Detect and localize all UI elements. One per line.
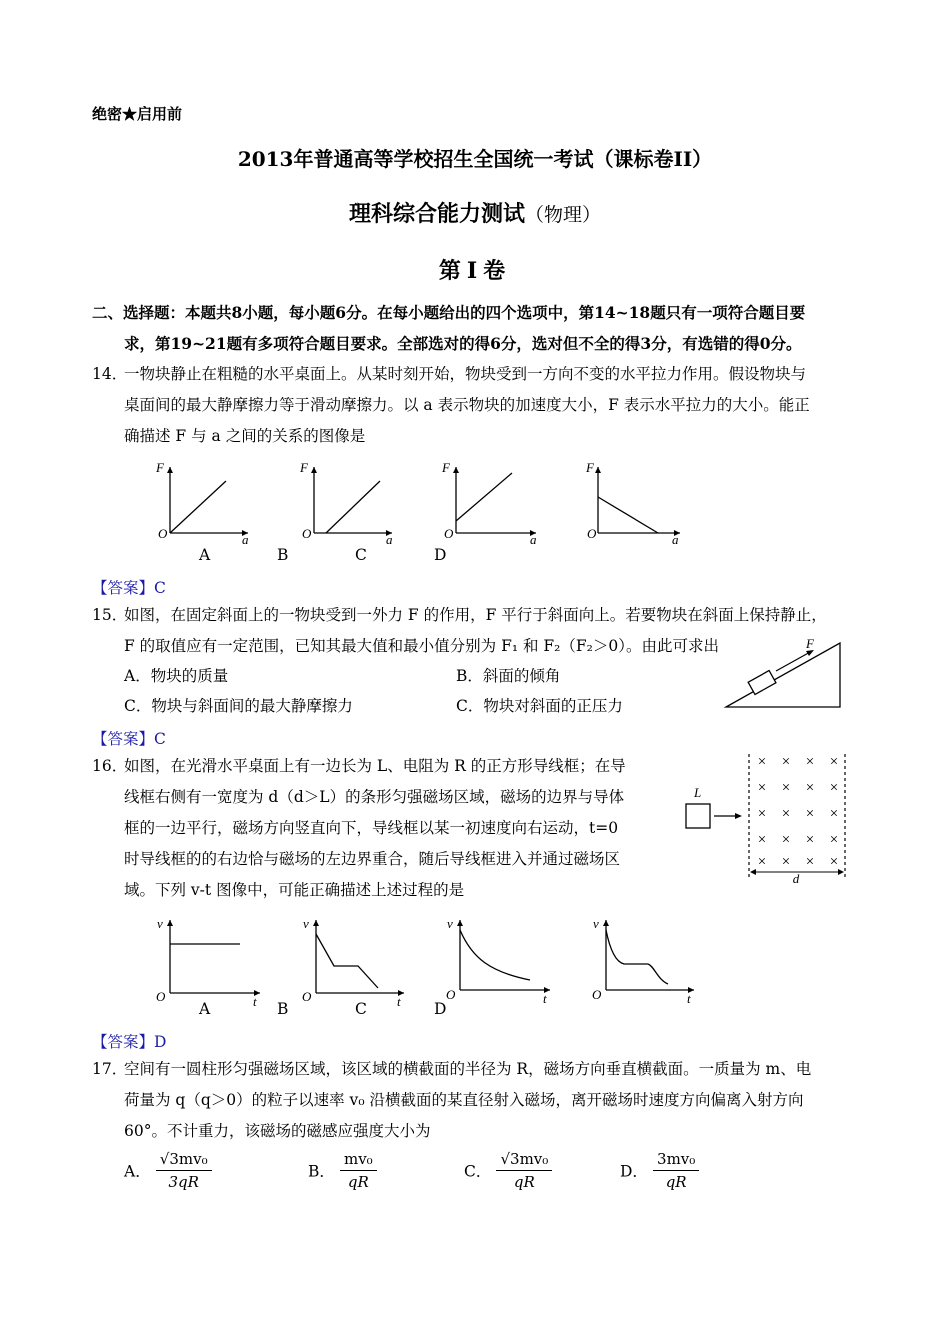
q15-answer-value: C	[154, 730, 166, 748]
q14-line-2: 桌面间的最大静摩擦力等于滑动摩擦力。以 a 表示物块的加速度大小，F 表示水平拉力的大小。能正	[124, 396, 810, 414]
q14-answer	[92, 576, 166, 598]
q16-line-5: 域。下列 v-t 图像中，可能正确描述上述过程的是	[124, 881, 465, 899]
q16-a-origin: O	[156, 989, 166, 1004]
q15-answer	[92, 727, 166, 749]
q17-option-b-den: qR	[347, 1173, 369, 1191]
q17-line-2: 荷量为 q（q＞0）的粒子以速率 v₀ 沿横截面的某直径射入磁场，离开磁场时速度方向偏离入射方向	[124, 1091, 804, 1109]
q14-b-origin: O	[302, 526, 312, 541]
svg-text:×: ×	[757, 754, 767, 770]
q15-option-b[interactable]: B．斜面的倾角	[456, 667, 561, 685]
q17-number: 17．	[92, 1060, 128, 1078]
q16-graph-c	[446, 916, 550, 1006]
secret-label: 绝密★启用前	[92, 105, 183, 123]
q17-option-d-den: qR	[665, 1173, 687, 1191]
q15-line-2: F 的取值应有一定范围，已知其最大值和最小值分别为 F₁ 和 F₂（F₂＞0）。由此可求出	[124, 637, 719, 655]
q15-option-d[interactable]: C．物块对斜面的正压力	[456, 697, 623, 715]
q15-number: 15．	[92, 606, 128, 624]
svg-text:×: ×	[829, 854, 839, 870]
q17-option-d-fraction	[653, 1150, 699, 1191]
volume-title: 第Ⅰ卷	[438, 258, 512, 284]
q16-line-3: 框的一边平行，磁场方向竖直向下，导线框以某一初速度向右运动，t=0	[124, 819, 619, 837]
q16-number: 16．	[92, 757, 128, 775]
q16-answer-value: D	[154, 1033, 167, 1051]
svg-text:×: ×	[781, 806, 791, 822]
svg-text:×: ×	[805, 780, 815, 796]
q17-option-a-label: A．	[124, 1162, 151, 1181]
q16-d-ylabel: v	[593, 916, 599, 931]
q14-c-ylabel: F	[442, 460, 450, 475]
q14-line-1: 一物块静止在粗糙的水平桌面上。从某时刻开始，物块受到一方向不变的水平拉力作用。假设物块与	[124, 365, 807, 383]
q14-d-origin: O	[587, 526, 597, 541]
q16-option-c[interactable]: C	[355, 1000, 367, 1018]
q16-magnetic-figure	[680, 752, 855, 887]
svg-text:×: ×	[829, 754, 839, 770]
q16-line-2: 线框右侧有一宽度为 d（d＞L）的条形匀强磁场区域，磁场的边界与导体	[124, 788, 625, 806]
q17-option-a-den: 3qR	[168, 1173, 199, 1191]
svg-text:×: ×	[829, 780, 839, 796]
q17-option-c[interactable]	[464, 1150, 552, 1191]
q17-option-a-num: √3mv₀	[156, 1150, 212, 1171]
q16-option-d[interactable]: D	[434, 1000, 447, 1018]
q16-b-xlabel: t	[397, 994, 401, 1009]
q17-line-3: 60°。不计重力，该磁场的磁感应强度大小为	[124, 1122, 431, 1140]
svg-text:×: ×	[805, 832, 815, 848]
q16-c-origin: O	[446, 987, 456, 1002]
svg-text:×: ×	[829, 832, 839, 848]
svg-text:×: ×	[781, 754, 791, 770]
q16-option-b[interactable]: B	[277, 1000, 289, 1018]
q16-option-a[interactable]: A	[199, 1000, 211, 1018]
q16-line-4: 时导线框的的右边恰与磁场的左边界重合，随后导线框进入并通过磁场区	[124, 850, 621, 868]
q17-option-b-fraction	[340, 1150, 377, 1191]
q17-option-b-num: mv₀	[340, 1150, 377, 1171]
q14-option-b[interactable]: B	[277, 546, 289, 564]
q16-c-ylabel: v	[447, 916, 453, 931]
q15-answer-label: 【答案】	[92, 730, 155, 748]
q16-c-xlabel: t	[543, 991, 547, 1006]
q14-graph-b	[299, 460, 393, 547]
q15-incline-figure	[720, 635, 850, 715]
q14-d-xlabel: a	[672, 532, 679, 547]
q16-field-marks	[758, 754, 838, 870]
q16-a-ylabel: v	[157, 916, 163, 931]
q17-option-c-den: qR	[513, 1173, 535, 1191]
q14-graph-c	[441, 460, 537, 547]
q16-frame-label: L	[694, 785, 702, 800]
q14-line-3: 确描述 F 与 a 之间的关系的图像是	[124, 427, 366, 445]
svg-text:×: ×	[757, 780, 767, 796]
q17-option-b[interactable]	[308, 1150, 377, 1191]
section-line-2: 求，第19~21题有多项符合题目要求。全部选对的得6分，选对但不全的得3分，有选错的得0分。	[124, 334, 802, 353]
q16-graphs	[150, 910, 710, 1010]
svg-text:×: ×	[757, 832, 767, 848]
q17-option-b-label: B．	[308, 1162, 335, 1181]
q17-option-c-label: C．	[464, 1162, 492, 1181]
q14-a-xlabel: a	[242, 532, 249, 547]
q17-option-c-fraction	[496, 1150, 552, 1191]
q14-c-origin: O	[444, 526, 454, 541]
q16-answer-label: 【答案】	[92, 1033, 155, 1051]
q14-a-origin: O	[158, 526, 168, 541]
q15-line-1: 如图，在固定斜面上的一物块受到一外力 F 的作用，F 平行于斜面向上。若要物块在斜面上保持静止，	[124, 606, 827, 624]
q16-graph-b	[302, 916, 404, 1009]
q15-force-label: F	[806, 636, 814, 651]
q14-option-d[interactable]: D	[434, 546, 447, 564]
q14-option-a[interactable]: A	[199, 546, 211, 564]
q14-answer-value: C	[154, 579, 166, 597]
q16-answer	[92, 1030, 166, 1052]
q15-option-c[interactable]: C．物块与斜面间的最大静摩擦力	[124, 697, 353, 715]
subject-main: 理科综合能力测试	[348, 201, 525, 227]
svg-text:×: ×	[805, 754, 815, 770]
svg-text:×: ×	[781, 780, 791, 796]
q17-option-d-num: 3mv₀	[653, 1150, 699, 1171]
q14-answer-label: 【答案】	[92, 579, 155, 597]
q17-option-d-label: D．	[620, 1162, 648, 1181]
q14-graph-d	[585, 460, 680, 547]
q16-line-1: 如图，在光滑水平桌面上有一边长为 L、电阻为 R 的正方形导线框；在导	[124, 757, 626, 775]
q16-frame	[686, 804, 710, 828]
q17-option-d[interactable]	[620, 1150, 699, 1191]
q15-block	[748, 671, 776, 695]
q17-option-a-fraction	[156, 1150, 212, 1191]
q16-b-ylabel: v	[303, 916, 309, 931]
q17-option-a[interactable]	[124, 1150, 212, 1191]
q14-graphs	[150, 455, 710, 565]
q16-a-xlabel: t	[253, 994, 257, 1009]
q14-number: 14．	[92, 365, 128, 383]
q16-d-origin: O	[592, 987, 602, 1002]
svg-text:×: ×	[781, 832, 791, 848]
q16-d-xlabel: t	[687, 991, 691, 1006]
exam-title: 2013年普通高等学校招生全国统一考试（课标卷II）	[237, 147, 713, 171]
svg-text:×: ×	[805, 806, 815, 822]
svg-text:×: ×	[829, 806, 839, 822]
q14-a-ylabel: F	[156, 460, 164, 475]
q17-line-1: 空间有一圆柱形匀强磁场区域，该区域的横截面的半径为 R，磁场方向垂直横截面。一质量为 m、电	[124, 1060, 812, 1078]
q14-b-xlabel: a	[386, 532, 393, 547]
svg-text:×: ×	[781, 854, 791, 870]
section-line-1: 二、选择题：本题共8小题，每小题6分。在每小题给出的四个选项中，第14~18题只有一项符合题目要	[92, 303, 806, 322]
q16-width-label: d	[792, 871, 800, 886]
q15-option-a[interactable]: A．物块的质量	[124, 667, 229, 685]
svg-text:×: ×	[757, 806, 767, 822]
q14-b-ylabel: F	[300, 460, 308, 475]
subject-title	[0, 197, 950, 228]
q16-b-origin: O	[302, 989, 312, 1004]
q14-graph-a	[155, 460, 249, 547]
svg-text:×: ×	[757, 854, 767, 870]
q16-graph-d	[592, 916, 694, 1006]
svg-text:×: ×	[805, 854, 815, 870]
q14-option-c[interactable]: C	[355, 546, 367, 564]
q14-c-xlabel: a	[530, 532, 537, 547]
q14-d-ylabel: F	[586, 460, 594, 475]
q17-option-c-num: √3mv₀	[496, 1150, 552, 1171]
subject-paren: （物理）	[525, 204, 602, 226]
